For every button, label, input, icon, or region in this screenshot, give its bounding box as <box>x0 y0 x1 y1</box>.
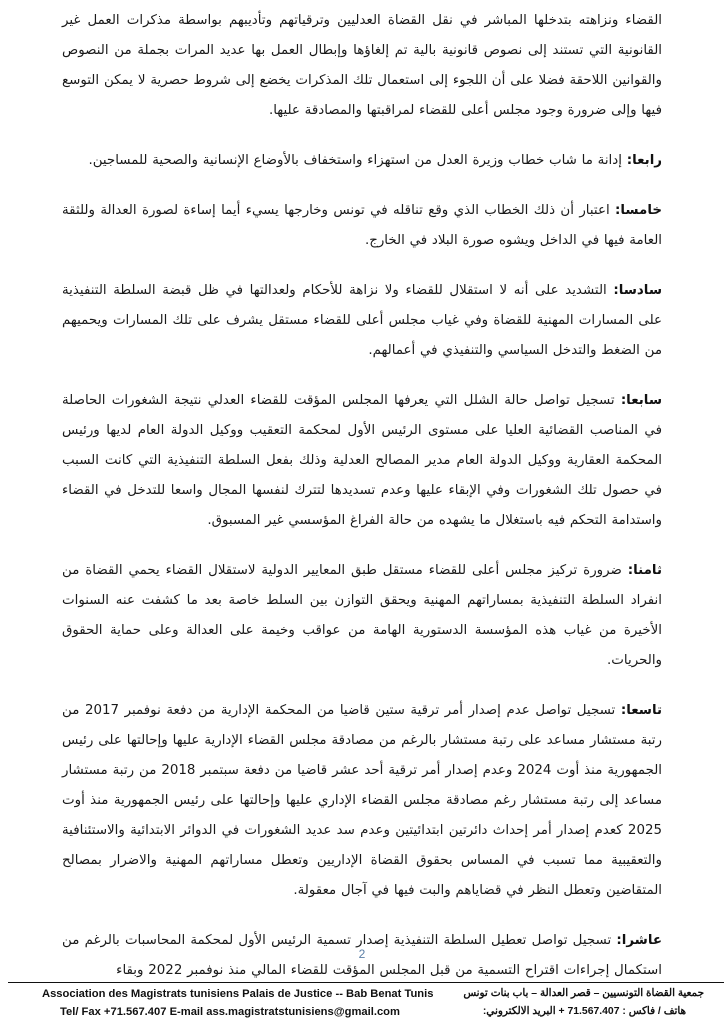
paragraph-fifth <box>62 196 662 256</box>
paragraph-text: اعتبار أن ذلك الخطاب الذي وقع تناقله في تونس وخارجها يسيء أيما إساءة لصورة العدالة وللثقة العامة فيها في الداخل ويشوه صورة البلاد في الخارج. <box>62 203 662 248</box>
paragraph-seventh <box>62 386 662 536</box>
paragraph-text: تسجيل تواصل تعطيل السلطة التنفيذية إصدار تسمية الرئيس الأول لمحكمة المحاسبات بالرغم من استكمال إجراءات اقتراح التسمية من قبل المجلس المؤقت للقضاء المالي منذ نوفمبر 2022 وبقاء <box>62 933 662 978</box>
paragraph-label: سادسا: <box>613 283 662 298</box>
footer-contact-latin: Tel/ Fax +71.567.407 E-mail ass.magistratstunisiens@gmail.com <box>60 1006 400 1018</box>
paragraph-ninth <box>62 696 662 906</box>
paragraph-label: رابعا: <box>626 153 662 168</box>
page-number: 2 <box>358 947 366 961</box>
footer-contact-arabic: هاتف / فاكس : 71.567.407 + البريد الالكتروني: <box>482 1006 686 1017</box>
paragraph-sixth <box>62 276 662 366</box>
document-body <box>62 6 662 1006</box>
paragraph-text: القضاء ونزاهته بتدخلها المباشر في نقل القضاة العدليين وترقياتهم وتأديبهم بواسطة مذكرات العمل غير القانونية التي تستند إلى نصوص قانونية بالية تم إلغاؤها وإبطال العمل بها عديد المرات بجملة من النصوص والقوانين اللاحقة فضلا على أن اللجوء إلى استعمال تلك المذكرات يخضع إلى شروط حصرية لا يمكن التوسع فيها وإلى ضرورة وجود مجلس أعلى للقضاء لمراقبتها والمصادقة عليها. <box>62 13 662 118</box>
paragraph-label: ثامنا: <box>627 563 662 578</box>
footer-address-line <box>0 985 724 1003</box>
paragraph-continuation <box>62 6 662 126</box>
footer-divider <box>8 982 724 983</box>
paragraph-text: تسجيل تواصل عدم إصدار أمر ترقية ستين قاضيا من المحكمة الإدارية من دفعة نوفمبر 2017 من رتبة مستشار مساعد على رتبة مستشار بالرغم من مصادقة مجلس القضاء الإدارية عليها وإحالتها على رئيس الجمهورية منذ أوت 2024 وعدم إصدار أمر ترقية أحد عشر قاضيا من دفعة سبتمبر 2018 من رتبة مستشار مساعد إلى رتبة مستشار رغم مصادقة مجلس القضاء الإداري عليها وإحالتها على رئيس الجمهورية منذ أوت 2025 كعدم إصدار أمر إحداث دائرتين ابتدائيتين وعدم سد عديد الشغورات في الدوائر الابتدائية والاستئنافية والتعقيبية مما تسبب في المساس بحقوق القضاة الإداريين وتعطل مساراتهم المهنية والاضرار بمصالح المتقاضين وتعطل النظر في قضاياهم والبت فيها في آجال معقولة. <box>62 703 663 898</box>
paragraph-label: سابعا: <box>620 393 662 408</box>
paragraph-text: التشديد على أنه لا استقلال للقضاء ولا نزاهة للأحكام ولعدالتها في ظل قبضة السلطة التنفيذية على المسارات المهنية للقضاة وفي غياب مجلس أعلى للقضاء مستقل يشرف على تلك المسارات ويحميهم من الضغط والتدخل السياسي والتنفيذي في أعمالهم. <box>62 283 662 358</box>
footer-address-arabic: جمعية القضاة التونسيين – قصر العدالة – باب بنات تونس <box>463 988 704 999</box>
paragraph-text: تسجيل تواصل حالة الشلل التي يعرفها المجلس المؤقت للقضاء العدلي نتيجة الشغورات الحاصلة في المناصب القضائية العليا على مستوى الرئيس الأول لمحكمة التعقيب ووكيل الدولة العام لديها ورئيس المحكمة العقارية ووكيل الدولة العام مدير المصالح العدلية وذلك بفعل السلطة التنفيذية التي كانت السبب في حصول تلك الشغورات وفي الإبقاء عليها وعدم تسديدها لتترك لنفسها المجال واسعا للتدخل في القضاء واستدامة التحكم فيه باستغلال ما يشهده من حالة الفراغ المؤسسي غير المسبوق. <box>62 393 662 528</box>
footer <box>0 985 724 1021</box>
paragraph-fourth <box>62 146 662 176</box>
paragraph-label: عاشرا: <box>616 933 662 948</box>
paragraph-eighth <box>62 556 662 676</box>
footer-address-latin: Association des Magistrats tunisiens Palais de Justice -- Bab Benat Tunis <box>42 988 434 1000</box>
footer-contact-line <box>0 1003 724 1021</box>
paragraph-text: ضرورة تركيز مجلس أعلى للقضاء مستقل طبق المعايير الدولية لاستقلال القضاء يحمي القضاة من انفراد السلطة التنفيذية بمساراتهم المهنية ويحقق التوازن بين السلط خاصة بعد ما كشفت عنه السنوات الأخيرة من غياب هذه المؤسسة الدستورية الهامة من عواقب وخيمة على العدالة وعلى حماية الحقوق والحريات. <box>62 563 662 668</box>
paragraph-text: إدانة ما شاب خطاب وزيرة العدل من استهزاء واستخفاف بالأوضاع الإنسانية والصحية للمساجين. <box>88 153 627 168</box>
paragraph-label: خامسا: <box>615 203 662 218</box>
paragraph-label: تاسعا: <box>620 703 663 718</box>
